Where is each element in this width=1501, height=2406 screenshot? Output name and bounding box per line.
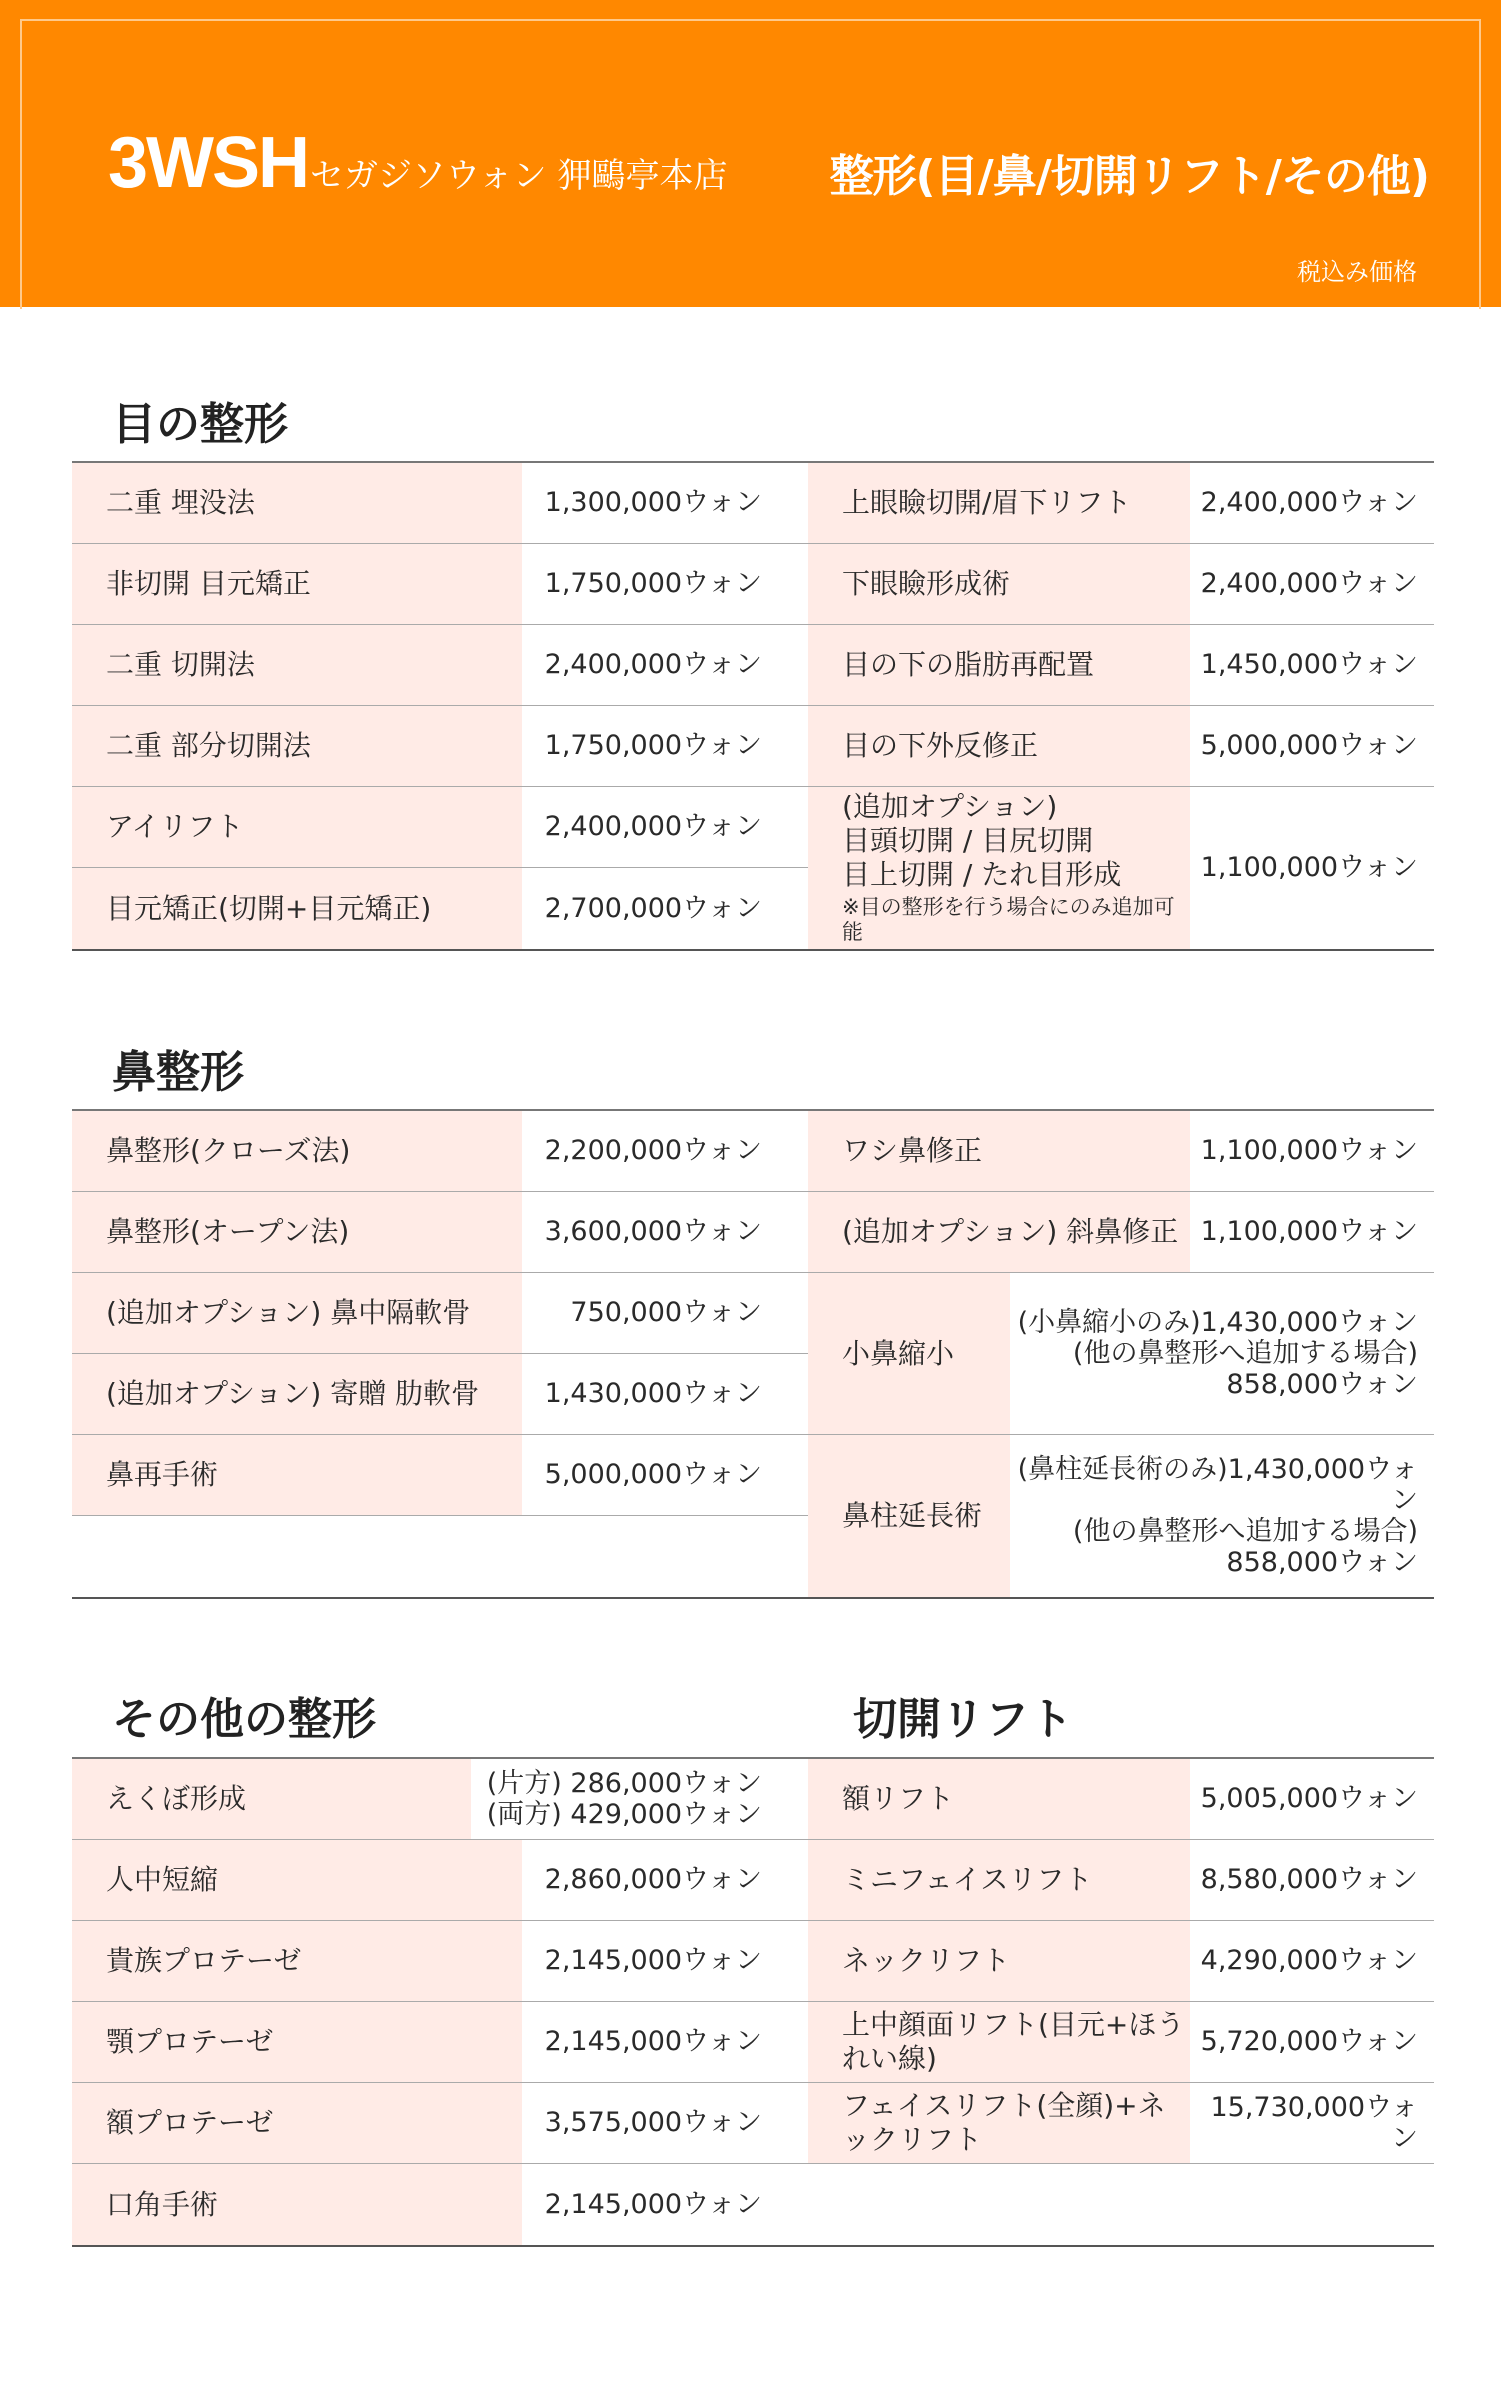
treatment-name-cell	[72, 1192, 522, 1272]
treatment-name-cell	[808, 2002, 1190, 2082]
treatment-name-cell	[72, 706, 522, 786]
treatment-name: 口角手術	[106, 2187, 219, 2221]
treatment-name: 鼻再手術	[106, 1458, 219, 1492]
treatment-name-cell	[72, 868, 522, 949]
price-row	[72, 1840, 808, 1921]
treatment-name-cell	[808, 1111, 1190, 1191]
price-row	[72, 463, 808, 544]
treatment-name: 人中短縮	[106, 1863, 219, 1897]
price-row	[808, 1759, 1434, 1840]
treatment-price: 1,450,000ウォン	[1200, 649, 1418, 681]
treatment-price: 3,575,000ウォン	[544, 2107, 762, 2139]
price-row	[72, 1192, 808, 1273]
treatment-name: ミニフェイスリフト	[842, 1863, 1093, 1897]
price-row	[808, 1840, 1434, 1921]
treatment-price: 2,860,000ウォン	[544, 1864, 762, 1896]
treatment-name-cell	[72, 625, 522, 705]
treatment-price: 2,400,000ウォン	[544, 649, 762, 681]
treatment-name: 非切開 目元矯正	[106, 567, 311, 601]
price-row	[72, 2164, 808, 2245]
price-row	[808, 787, 1434, 949]
price-row	[72, 1921, 808, 2002]
treatment-price: 1,430,000ウォン	[544, 1378, 762, 1410]
treatment-name-cell	[72, 1921, 522, 2001]
price-row	[72, 2083, 808, 2164]
treatment-name-cell	[808, 1840, 1190, 1920]
treatment-name: 貴族プロテーゼ	[106, 1944, 302, 1978]
treatment-name: (追加オプション) 目頭切開 / 目尻切開 目上切開 / たれ目形成	[842, 790, 1122, 891]
price-block	[72, 1111, 808, 1516]
treatment-name: ワシ鼻修正	[842, 1134, 983, 1168]
treatment-price: 2,400,000ウォン	[544, 811, 762, 843]
price-row	[808, 1192, 1434, 1273]
treatment-name: ネックリフト	[842, 1944, 1011, 1978]
section-title-nose: 鼻整形	[112, 1047, 244, 1098]
price-row	[808, 1921, 1434, 2002]
treatment-name-cell	[72, 1840, 522, 1920]
treatment-name-cell	[808, 1921, 1190, 2001]
section-title-other: その他の整形	[112, 1694, 376, 1745]
price-block	[72, 463, 808, 949]
treatment-name-cell	[72, 463, 522, 543]
price-row	[808, 463, 1434, 544]
treatment-name-cell	[72, 1759, 471, 1839]
treatment-note: ※目の整形を行う場合にのみ追加可能	[842, 895, 1175, 945]
price-row	[808, 2083, 1434, 2164]
treatment-name: 鼻柱延長術	[842, 1499, 983, 1533]
treatment-name: 目の下の脂肪再配置	[842, 648, 1095, 682]
treatment-name: 鼻整形(オープン法)	[106, 1215, 350, 1249]
treatment-price: 1,100,000ウォン	[1200, 1216, 1418, 1248]
treatment-name: 二重 埋没法	[106, 486, 255, 520]
eye-price-table	[72, 461, 1434, 951]
treatment-name: 二重 部分切開法	[106, 729, 311, 763]
treatment-name: 目の下外反修正	[842, 729, 1039, 763]
treatment-name: 小鼻縮小	[842, 1336, 955, 1370]
price-row	[72, 2002, 808, 2083]
treatment-price: 3,600,000ウォン	[544, 1216, 762, 1248]
treatment-name-cell	[808, 787, 1190, 949]
price-row	[72, 544, 808, 625]
treatment-name-cell	[72, 1435, 522, 1515]
price-row	[72, 625, 808, 706]
treatment-name-cell	[72, 1354, 522, 1434]
treatment-name: えくぼ形成	[106, 1782, 247, 1816]
treatment-name: 額プロテーゼ	[106, 2106, 274, 2140]
treatment-price: 5,000,000ウォン	[544, 1459, 762, 1491]
treatment-name-cell	[808, 1192, 1190, 1272]
treatment-name: 下眼瞼形成術	[842, 567, 1011, 601]
treatment-name-cell	[72, 787, 522, 867]
treatment-name-cell	[808, 2083, 1190, 2163]
treatment-name-cell	[72, 2002, 522, 2082]
treatment-name-cell	[808, 463, 1190, 543]
other-lift-price-table	[72, 1757, 1434, 2247]
treatment-name-cell	[72, 2164, 522, 2245]
treatment-name: アイリフト	[106, 810, 244, 844]
treatment-price: (小鼻縮小のみ)1,430,000ウォン (他の鼻整形へ追加する場合) 858,000ウォン	[1017, 1306, 1418, 1401]
price-block	[808, 1759, 1434, 2164]
treatment-price: 5,000,000ウォン	[1200, 730, 1418, 762]
section-title-lift: 切開リフト	[853, 1694, 1073, 1745]
price-row	[72, 787, 808, 868]
treatment-price: 1,100,000ウォン	[1200, 852, 1418, 884]
price-block	[808, 463, 1434, 949]
brand-branch-name: セガジソウォン 狎鷗亭本店	[310, 156, 728, 196]
price-block	[808, 1111, 1434, 1597]
treatment-price: 5,005,000ウォン	[1200, 1783, 1418, 1815]
treatment-price: 4,290,000ウォン	[1200, 1945, 1418, 1977]
treatment-name-cell	[808, 1435, 1010, 1597]
treatment-price: 1,100,000ウォン	[1200, 1135, 1418, 1167]
treatment-name: 二重 切開法	[106, 648, 255, 682]
treatment-name-cell	[808, 1273, 1010, 1434]
treatment-name-cell	[808, 706, 1190, 786]
treatment-name: 上中顔面リフト(目元+ほうれい線)	[842, 2008, 1185, 2075]
page-title: 整形(目/鼻/切開リフト/その他)	[829, 151, 1429, 202]
price-row	[72, 1759, 808, 1840]
price-row	[808, 706, 1434, 787]
treatment-name-cell	[72, 1111, 522, 1191]
treatment-price: 15,730,000ウォン	[1210, 2091, 1418, 2154]
price-row	[72, 1111, 808, 1192]
treatment-name-cell	[808, 544, 1190, 624]
treatment-name: 上眼瞼切開/眉下リフト	[842, 486, 1132, 520]
treatment-price: 1,750,000ウォン	[544, 730, 762, 762]
brand-logo: 3WSH	[108, 123, 309, 203]
treatment-price: 5,720,000ウォン	[1200, 2026, 1418, 2058]
treatment-name: (追加オプション) 寄贈 肋軟骨	[106, 1377, 480, 1411]
treatment-price: 2,145,000ウォン	[544, 2026, 762, 2058]
treatment-name: 顎プロテーゼ	[106, 2025, 274, 2059]
price-row	[72, 868, 808, 949]
treatment-name-cell	[808, 1759, 1190, 1839]
treatment-price: 2,700,000ウォン	[544, 892, 762, 924]
price-row	[72, 706, 808, 787]
treatment-price: (片方) 286,000ウォン (両方) 429,000ウォン	[486, 1767, 762, 1830]
price-block	[72, 1759, 808, 2245]
treatment-price: 2,400,000ウォン	[1200, 568, 1418, 600]
price-row	[808, 1111, 1434, 1192]
price-row	[72, 1354, 808, 1435]
treatment-price: (鼻柱延長術のみ)1,430,000ウォン (他の鼻整形へ追加する場合) 858,000ウォン	[1017, 1453, 1418, 1579]
treatment-name: 目元矯正(切開+目元矯正)	[106, 891, 432, 925]
treatment-name: フェイスリフト(全顔)+ネックリフト	[842, 2089, 1166, 2156]
price-row	[808, 544, 1434, 625]
treatment-name-cell	[72, 1273, 522, 1353]
header-banner	[0, 0, 1501, 307]
price-row	[808, 1273, 1434, 1435]
price-row	[72, 1435, 808, 1516]
price-row	[72, 1273, 808, 1354]
treatment-price: 2,200,000ウォン	[544, 1135, 762, 1167]
treatment-name-cell	[72, 544, 522, 624]
treatment-name-cell	[72, 2083, 522, 2163]
treatment-price: 1,300,000ウォン	[544, 487, 762, 519]
price-row	[808, 625, 1434, 706]
price-row	[808, 1435, 1434, 1597]
price-row	[808, 2002, 1434, 2083]
treatment-price: 1,750,000ウォン	[544, 568, 762, 600]
section-title-eye: 目の整形	[112, 399, 288, 450]
treatment-name: (追加オプション) 鼻中隔軟骨	[106, 1296, 471, 1330]
treatment-name-cell	[808, 625, 1190, 705]
treatment-price: 2,145,000ウォン	[544, 2188, 762, 2220]
treatment-price: 8,580,000ウォン	[1200, 1864, 1418, 1896]
nose-price-table	[72, 1109, 1434, 1599]
treatment-price: 750,000ウォン	[570, 1297, 762, 1329]
treatment-name: (追加オプション) 斜鼻修正	[842, 1215, 1179, 1249]
tax-note: 税込み価格	[1297, 258, 1417, 286]
treatment-price: 2,145,000ウォン	[544, 1945, 762, 1977]
clinic-brand	[108, 122, 727, 204]
treatment-name: 額リフト	[842, 1782, 955, 1816]
treatment-price: 2,400,000ウォン	[1200, 487, 1418, 519]
treatment-name: 鼻整形(クローズ法)	[106, 1134, 351, 1168]
